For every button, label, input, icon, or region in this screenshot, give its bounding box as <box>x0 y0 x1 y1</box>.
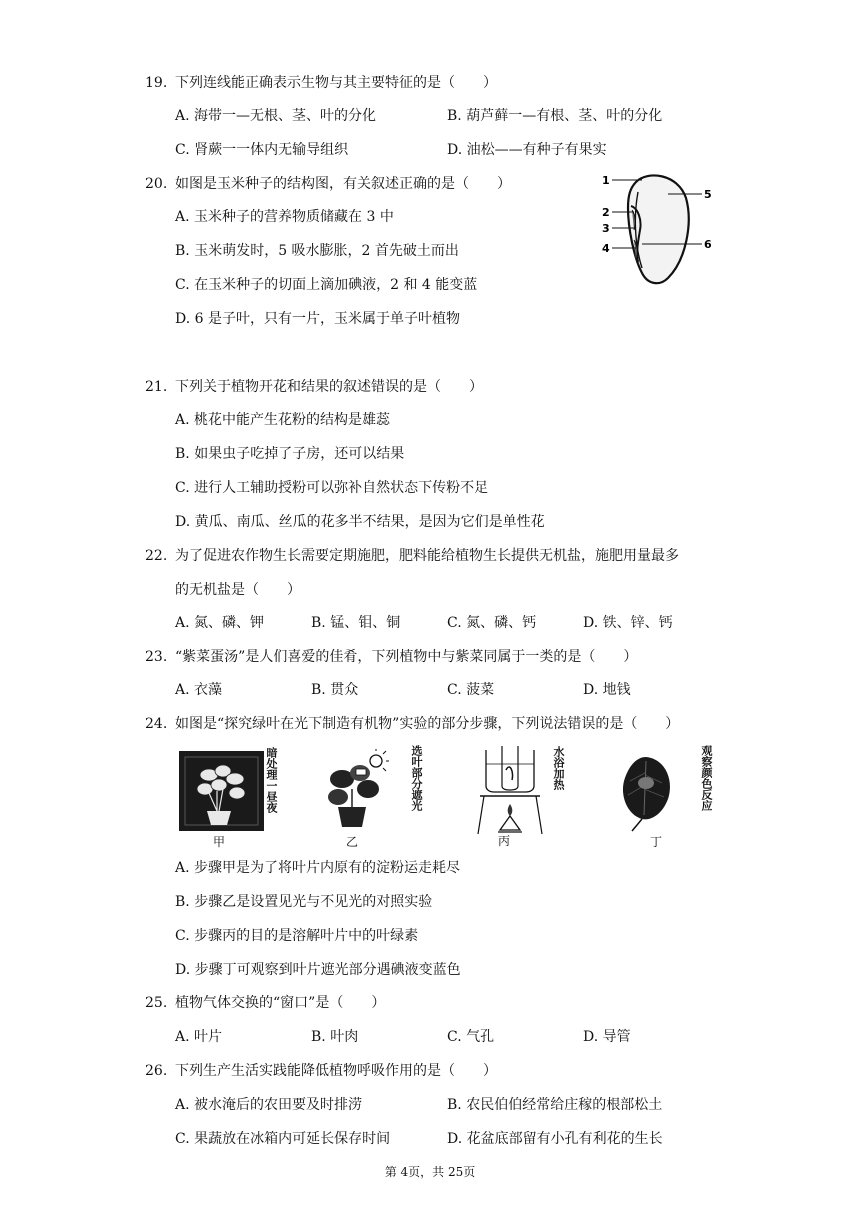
option-c: C. 气孔 <box>447 1029 495 1045</box>
option-b: B. 玉米萌发时，5 吸水膨胀，2 首先破土而出 <box>175 243 459 259</box>
label-4: 4 <box>602 242 610 255</box>
question-23 <box>145 647 637 667</box>
option-c: C. 进行人工辅助授粉可以弥补自然状态下传粉不足 <box>175 480 489 496</box>
question-number: 23. <box>145 649 168 665</box>
label-1: 1 <box>602 174 610 187</box>
option-a: A. 衣藻 <box>175 682 223 698</box>
step-ding-side-text: 观察颜色反应 <box>700 745 713 811</box>
option-b: B. 贯众 <box>311 682 359 698</box>
option-b: B. 农民伯伯经常给庄稼的根部松土 <box>447 1097 663 1113</box>
step-bing-side-text: 水浴加热 <box>552 746 565 790</box>
question-stem-continued: 的无机盐是（ ） <box>175 582 301 598</box>
step-ding-caption: 丁 <box>650 835 663 849</box>
step-ding-figure <box>612 745 717 850</box>
option-c: C. 菠菜 <box>447 682 495 698</box>
question-21 <box>145 377 483 397</box>
option-c: C. 肾蕨一一体内无输导组织 <box>175 142 349 158</box>
question-stem: 植物气体交换的“窗口”是（ ） <box>175 995 386 1011</box>
step-jia-figure <box>175 745 278 850</box>
option-d: D. 6 是子叶，只有一片，玉米属于单子叶植物 <box>175 311 460 327</box>
option-a: A. 步骤甲是为了将叶片内原有的淀粉运走耗尽 <box>175 860 461 876</box>
question-22 <box>145 546 679 566</box>
stained-leaf-illustration <box>616 753 676 833</box>
option-a: A. 被水淹后的农田要及时排涝 <box>175 1097 363 1113</box>
label-5: 5 <box>704 188 712 201</box>
option-d: D. 导管 <box>583 1029 631 1045</box>
step-jia-caption: 甲 <box>213 835 226 849</box>
step-yi-caption: 乙 <box>346 835 359 849</box>
question-stem: 如图是“探究绿叶在光下制造有机物”实验的部分步骤，下列说法错误的是（ ） <box>175 716 680 732</box>
option-a: A. 海带一—无根、茎、叶的分化 <box>175 108 377 124</box>
question-number: 22. <box>145 548 168 564</box>
option-c: C. 在玉米种子的切面上滴加碘液，2 和 4 能变蓝 <box>175 277 478 293</box>
option-a: A. 桃花中能产生花粉的结构是雄蕊 <box>175 412 391 428</box>
label-6: 6 <box>704 238 712 251</box>
step-yi-side-text: 选叶部分遮光 <box>410 745 423 811</box>
step-bing-caption: 丙 <box>498 834 511 848</box>
option-b: B. 叶肉 <box>311 1029 359 1045</box>
question-number: 20. <box>145 176 168 192</box>
option-c: C. 氮、磷、钙 <box>447 615 537 631</box>
question-stem: 为了促进农作物生长需要定期施肥，肥料能给植物生长提供无机盐，施肥用量最多 <box>175 548 679 564</box>
leaf-shading-illustration <box>320 749 392 831</box>
option-b: B. 锰、钼、铜 <box>311 615 401 631</box>
question-number: 21. <box>145 379 168 395</box>
option-d: D. 步骤丁可观察到叶片遮光部分遇碘液变蓝色 <box>175 962 461 978</box>
option-d: D. 地钱 <box>583 682 631 698</box>
question-stem: “紫菜蛋汤”是人们喜爱的佳肴，下列植物中与紫菜同属于一类的是（ ） <box>175 649 638 665</box>
question-number: 24. <box>145 716 168 732</box>
option-c: C. 果蔬放在冰箱内可延长保存时间 <box>175 1131 391 1147</box>
option-b: B. 葫芦藓一—有根、茎、叶的分化 <box>447 108 663 124</box>
question-stem: 下列生产生活实践能降低植物呼吸作用的是（ ） <box>175 1063 497 1079</box>
dark-treatment-illustration <box>179 751 264 831</box>
question-stem: 下列连线能正确表示生物与其主要特征的是（ ） <box>175 75 497 91</box>
question-number: 19. <box>145 75 168 91</box>
option-b: B. 如果虫子吃掉了子房，还可以结果 <box>175 446 405 462</box>
question-stem: 下列关于植物开花和结果的叙述错误的是（ ） <box>175 379 483 395</box>
label-3: 3 <box>602 222 610 235</box>
question-number: 25. <box>145 995 168 1011</box>
option-a: A. 叶片 <box>175 1029 223 1045</box>
option-d: D. 铁、锌、钙 <box>583 615 673 631</box>
option-c: C. 步骤丙的目的是溶解叶片中的叶绿素 <box>175 928 419 944</box>
option-a: A. 氮、磷、钾 <box>175 615 265 631</box>
step-yi-figure <box>320 745 430 850</box>
option-b: B. 步骤乙是设置见光与不见光的对照实验 <box>175 894 433 910</box>
question-25 <box>145 993 385 1013</box>
question-26 <box>145 1061 497 1081</box>
page-footer: 第 4页，共 25页 <box>384 1165 476 1179</box>
question-stem: 如图是玉米种子的结构图，有关叙述正确的是（ ） <box>175 176 511 192</box>
question-20 <box>145 174 511 194</box>
corn-seed-figure <box>598 168 718 292</box>
label-2: 2 <box>602 206 610 219</box>
step-bing-figure <box>470 742 575 850</box>
question-24 <box>145 714 679 734</box>
option-d: D. 黄瓜、南瓜、丝瓜的花多半不结果，是因为它们是单性花 <box>175 514 545 530</box>
option-a: A. 玉米种子的营养物质储藏在 3 中 <box>175 209 394 225</box>
question-number: 26. <box>145 1063 168 1079</box>
option-d: D. 花盆底部留有小孔有利花的生长 <box>447 1131 663 1147</box>
option-d: D. 油松——有种子有果实 <box>447 142 607 158</box>
step-jia-side-text: 暗处理一昼夜 <box>265 747 278 813</box>
question-19 <box>145 73 497 93</box>
water-bath-illustration <box>470 742 550 838</box>
